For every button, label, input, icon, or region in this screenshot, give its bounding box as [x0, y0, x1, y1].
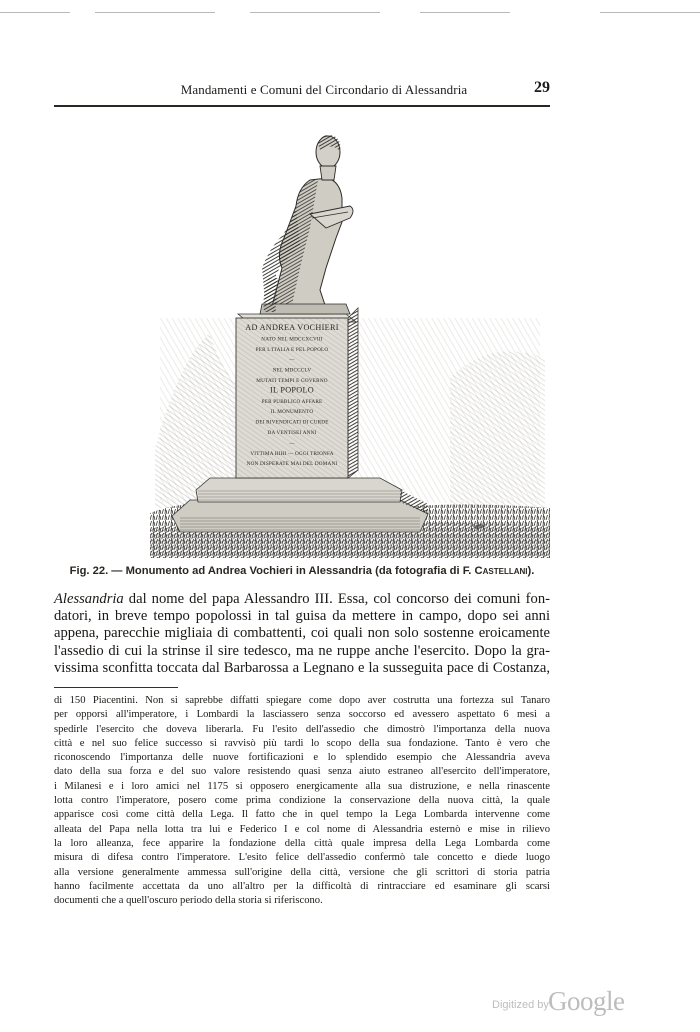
body-line-1-text: dal nome del papa Alessandro III. Essa, col concorso dei comuni fon- — [123, 591, 550, 607]
inscription-line: AD ANDREA VOCHIERI — [245, 323, 339, 332]
figure-caption — [54, 565, 550, 577]
footnote-line: i Milanesi e i loro amici nel 1175 si opposero energicamente alla sua distruzione, e nella rinascente — [54, 780, 550, 792]
footnote-line: spedirle l'esercito che doveva liberarla. Fu l'esito dell'assedio che dimostrò l'importanza della nuova — [54, 723, 550, 735]
inscription-line: VITTIMA HIHI — OGGI TRIONFA — [250, 450, 334, 457]
body-line-2: datori, in breve tempo popolossi in tal guisa da mettere in campo, dopo sei anni — [54, 608, 550, 625]
inscription-line: DEI RIVENDICATI DI CURDE — [255, 419, 329, 426]
body-line-3: appena, parecchie migliaia di combattenti, coi quali non solo sostenne eroicamente — [54, 625, 550, 642]
footnote-line: alla versione generalmente ammessa sull'origine della città, versione che gli scrittori di storia patria — [54, 866, 550, 878]
running-header — [54, 79, 550, 102]
pedestal-steps — [172, 478, 428, 532]
footnote-line: di 150 Piacentini. Non si saprebbe diffatti spiegare come dopo aver costrutta una fortezza sul Tanaro — [54, 695, 550, 706]
scan-edge-marks — [0, 12, 700, 18]
body-line-5: vissima sconfitta toccata dal Barbarossa a Legnano e la susseguita pace di Costanza, — [54, 659, 550, 676]
inscription-line: PER PUBBLICO AFFARE — [261, 398, 323, 405]
body-line-4: l'assedio di cui la strinse il sire tedesco, ma ne ruppe anche l'esercito. Dopo la gra- — [54, 642, 550, 659]
digitized-by-google-watermark — [492, 986, 652, 1020]
inscription-line: NATO NEL MDCCXCVIII — [261, 336, 323, 343]
inscription-line: NON DISPERATE MAI DEL DOMANI — [246, 461, 338, 468]
footnote-rule — [54, 687, 178, 688]
footnote-line: riconoscendo l'importanza delle nuove fortificazioni e lo splendido esempio che Alessandria aveva — [54, 752, 550, 764]
body-paragraph — [54, 591, 550, 677]
google-logo: Google — [548, 986, 625, 1016]
footnote-line: misura di difesa contro l'imperatore. L'esito felice dell'assedio confermò tale concetto e diede luogo — [54, 852, 550, 864]
footnote-line: alleata del Papa nella lotta tra lui e Federico I e col nome di Alessandria esternò e mise in rilievo — [54, 823, 550, 835]
inscription-line: — — [289, 357, 295, 364]
statue-figure — [260, 135, 353, 314]
caption-suffix: ). — [527, 565, 535, 577]
caption-author: Castellani — [474, 565, 528, 577]
footnote-line: per opporsi all'imperatore, i Lombardi la lasciassero senza soccorso ed avessero aspettato 6 mesi a — [54, 709, 550, 721]
page-number: 29 — [534, 79, 550, 96]
digitized-by-label: Digitized by — [492, 999, 549, 1011]
footnote-line: lotta contro l'imperatore, posero come prima condizione la conservazione della nuova città, la quale — [54, 795, 550, 807]
footnote-line: documenti che a quell'oscuro periodo della storia si riferiscono. — [54, 895, 323, 907]
header-rule — [54, 105, 550, 107]
inscription-line: NEL MDCCCLV — [272, 367, 312, 374]
inscription-line: MUTATI TEMPI E GOVERNO — [256, 378, 328, 384]
footnote-line: dato della sua forza e del suo valore resistendo quasi senza aiuto estraneo all'esercito dell'imperatore, — [54, 766, 550, 778]
inscription-line: PER L'ITALIA E PEL POPOLO — [255, 346, 329, 353]
first-word: Alessandria — [54, 591, 124, 607]
caption-text: Fig. 22. — Monumento ad Andrea Vochieri in Alessandria (da fotografia di F. — [69, 565, 475, 577]
footnote-line: città e nel suo felice successo si ravvisò più tardi lo scopo della sua fondazione. Tanto è vero che — [54, 737, 550, 749]
monument-engraving — [150, 118, 550, 558]
running-title: Mandamenti e Comuni del Circondario di Alessandria — [180, 82, 468, 97]
inscription-line: IL MONUMENTO — [270, 409, 314, 416]
inscription-line: IL POPOLO — [269, 385, 315, 395]
inscription-line: DA VENTISEI ANNI — [267, 430, 317, 436]
footnote-line: apparisce così come città della Lega. Il fatto che in quel tempo la Lega Lombarda intervenne come — [54, 809, 550, 821]
footnote-line: hanno facilmente accettata da uno all'altro per la difficoltà di rintracciare ed esaminare gli scarsi — [54, 880, 550, 892]
footnote-line: la loro alleanza, fece apparire la fondazione della città quale impresa della Lega Lombarda come — [54, 837, 550, 849]
footnote — [54, 694, 550, 908]
body-line-1 — [54, 591, 550, 608]
inscription-line: — — [289, 440, 295, 447]
